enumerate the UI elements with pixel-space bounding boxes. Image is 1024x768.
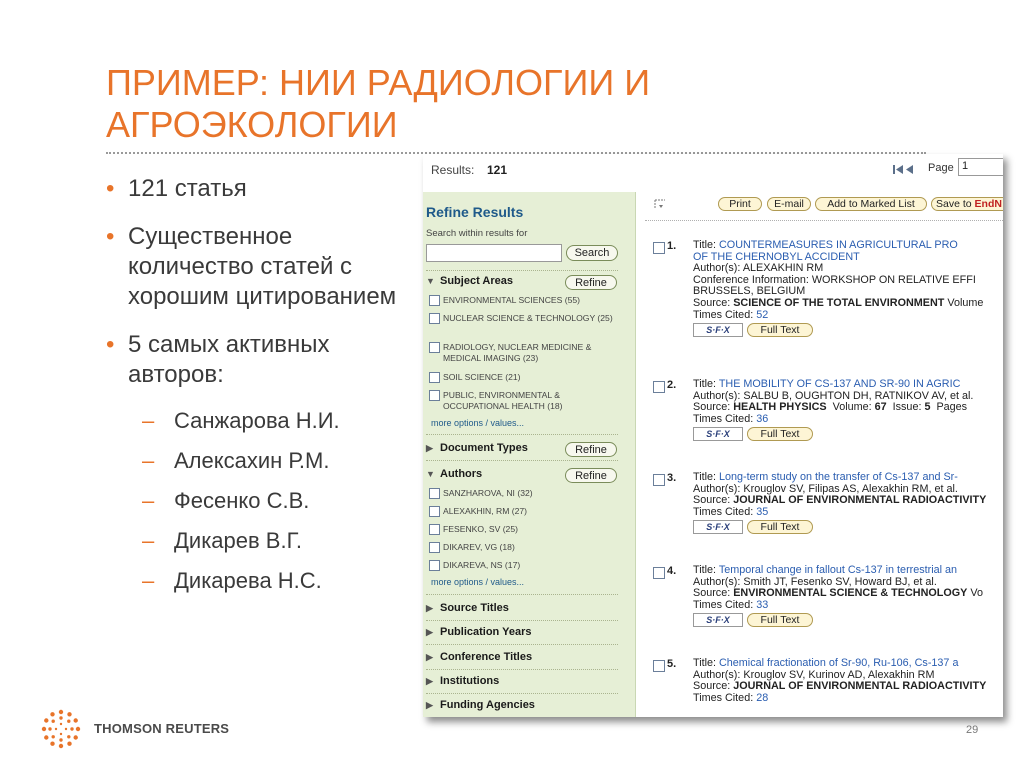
collapsed-triangle-icon: ▶	[426, 676, 433, 686]
divider	[426, 270, 618, 271]
results-bar	[423, 154, 1003, 184]
checkbox[interactable]	[429, 506, 440, 517]
bullet-item	[106, 330, 406, 390]
record-number: 1.	[667, 240, 677, 252]
subject-option[interactable]: ENVIRONMENTAL SCIENCES (55)	[429, 295, 625, 306]
bullet-text: 121 статья	[128, 175, 247, 202]
divider	[426, 693, 618, 694]
source-titles-header[interactable]: ▶ Source Titles	[426, 602, 509, 614]
record-source: JOURNAL OF ENVIRONMENTAL RADIOACTIVITY	[733, 680, 987, 693]
sfx-link-button[interactable]: S·F·X	[693, 323, 743, 337]
author-item: – Фесенко С.В.	[142, 488, 310, 513]
bullet-dot-icon: •	[106, 175, 115, 202]
record-authors: ALEXAKHIN RM	[742, 262, 824, 275]
sfx-link-button[interactable]: S·F·X	[693, 520, 743, 534]
checkbox[interactable]	[429, 488, 440, 499]
bullet-text: Существенное количество статей с хорошим цитированием	[128, 223, 397, 310]
record-number: 2.	[667, 379, 677, 391]
author-option[interactable]: ALEXAKHIN, RM (27)	[429, 506, 625, 517]
slide-title: ПРИМЕР: НИИ РАДИОЛОГИИ И АГРОЭКОЛОГИИ	[106, 62, 651, 145]
print-button[interactable]: Print	[718, 197, 762, 211]
record-conference: WORKSHOP ON RELATIVE EFFI	[811, 273, 976, 286]
record-title-link[interactable]: Temporal change in fallout Cs-137 in terrestrial an	[718, 564, 958, 576]
times-cited-link[interactable]: 35	[756, 505, 769, 518]
author-option[interactable]: DIKAREV, VG (18)	[429, 542, 625, 553]
authors-header[interactable]: ▼ Authors	[426, 468, 483, 480]
sfx-link-button[interactable]: S·F·X	[693, 427, 743, 441]
author-name: Санжарова Н.И.	[174, 408, 340, 433]
collapsed-triangle-icon: ▶	[426, 603, 433, 613]
expanded-triangle-icon: ▼	[426, 276, 435, 286]
slide-page-number: 29	[966, 724, 979, 736]
full-text-button[interactable]: Full Text	[747, 613, 813, 627]
collapsed-triangle-icon: ▶	[426, 627, 433, 637]
results-list: Print E-mail Add to Marked List Save to EndN 1. Title: COUNTERMEASURES IN AGRICULTURAL PRO OF THE CHERNOBYL ACCIDENT Author(s): ALEXAKHIN RM Conference Information: WORKSHOP ON RELATIVE EFFI BRUSSELS, BELGIUM Source: SCIENCE OF THE TOTAL ENVIRONMENT Volume Times Cited: 52 S·F·X Full Text 2. Title: THE MOBILITY OF CS-137 AND SR-90 IN AGRIC Author(s): SALBU B, OUGHTON DH, RATNIKOV AV, et al. Source: HEALTH PHYSICS Volume: 67 Issue: 5 Pages Times Cited: 36 S·F·X Full Text 3. Title: Long-term study on the transfer of Cs-137 and Sr- Author(s): Krouglov SV, Filipas AS, Alexakhin RM, et al. Source: JOURNAL OF ENVIRONMENTAL RADIOACTIVITY Times Cited: 35 S·F·X Full Text 4. Title: Temporal change in fallout Cs-137 in terrestrial an Author(s): Smith JT, Fesenko SV, Howard BJ, et al. Source: ENVIRONMENTAL SCIENCE & TECHNOLOGY Vo Times Cited: 33 S·F·X Full Text 5. Title: Chemical fractionation of Sr-90, Ru-106, Cs-137 a Author(s): Krouglov SV, Kurinov AD, Alexakhin RM Source: JOURNAL OF ENVIRONMENTAL RADIOACTIVITY Times Cited: 28	[645, 192, 1003, 717]
record-volume: 67	[874, 401, 887, 414]
checkbox[interactable]	[429, 524, 440, 535]
author-item: – Дикарев В.Г.	[142, 528, 302, 553]
record-title-link[interactable]: OF THE CHERNOBYL ACCIDENT	[693, 250, 860, 263]
author-name: Дикарев В.Г.	[174, 528, 302, 553]
search-results-screenshot	[423, 154, 1003, 717]
collapsed-triangle-icon: ▶	[426, 652, 433, 662]
institutions-header[interactable]: ▶ Institutions	[426, 675, 500, 687]
record-title-link[interactable]: Chemical fractionation of Sr-90, Ru-106, Cs-137 a	[719, 657, 959, 669]
record-number: 5.	[667, 658, 677, 670]
times-cited-link[interactable]: 36	[756, 412, 769, 425]
divider	[426, 644, 618, 645]
author-name: Дикарева Н.С.	[174, 568, 322, 593]
record-issue: 5	[924, 401, 931, 414]
record-authors: Krouglov SV, Filipas AS, Alexakhin RM, et al.	[743, 482, 958, 495]
record-title-link[interactable]: Long-term study on the transfer of Cs-137 and Sr-	[719, 471, 958, 483]
times-cited-link[interactable]: 52	[756, 308, 769, 321]
subject-option[interactable]: SOIL SCIENCE (21)	[429, 372, 625, 383]
record-checkbox[interactable]	[653, 381, 665, 393]
record-number: 3.	[667, 472, 677, 484]
record-authors: SALBU B, OUGHTON DH, RATNIKOV AV, et al.	[743, 389, 974, 402]
times-cited-link[interactable]: 33	[756, 598, 769, 611]
checkbox[interactable]	[429, 313, 440, 324]
add-to-marked-list-button[interactable]: Add to Marked List	[815, 197, 927, 211]
times-cited-link[interactable]: 28	[756, 691, 769, 704]
expanded-triangle-icon: ▼	[426, 469, 435, 479]
bullet-item	[106, 222, 406, 312]
collapsed-triangle-icon: ▶	[426, 700, 433, 710]
document-types-refine-button[interactable]: Refine	[565, 442, 617, 457]
author-name: Фесенко С.В.	[174, 488, 310, 513]
checkbox[interactable]	[429, 542, 440, 553]
search-within-input[interactable]	[426, 244, 562, 262]
checkbox[interactable]	[429, 295, 440, 306]
record-checkbox[interactable]	[653, 474, 665, 486]
first-prev-page-icon[interactable]	[891, 162, 933, 176]
record-source: JOURNAL OF ENVIRONMENTAL RADIOACTIVITY	[733, 494, 987, 507]
author-item: – Дикарева Н.С.	[142, 568, 322, 593]
record-authors: Krouglov SV, Kurinov AD, Alexakhin RM	[743, 668, 935, 681]
bullet-list	[106, 174, 406, 608]
search-within-button[interactable]: Search	[566, 245, 618, 261]
sfx-link-button[interactable]: S·F·X	[693, 613, 743, 627]
subject-option[interactable]: NUCLEAR SCIENCE & TECHNOLOGY (25)	[429, 313, 625, 324]
record-title-link[interactable]: THE MOBILITY OF CS-137 AND SR-90 IN AGRIC	[718, 378, 961, 390]
record-source: HEALTH PHYSICS	[733, 401, 827, 414]
bullet-dot-icon: •	[106, 331, 115, 358]
results-label: Results:	[431, 163, 475, 177]
authors-refine-button[interactable]: Refine	[565, 468, 617, 483]
divider	[426, 460, 618, 461]
publication-years-header[interactable]: ▶ Publication Years	[426, 626, 532, 638]
divider	[426, 594, 618, 595]
funding-agencies-header[interactable]: ▶ Funding Agencies	[426, 699, 535, 711]
checkbox[interactable]	[429, 342, 440, 353]
divider	[426, 620, 618, 621]
search-within-label: Search within results for	[426, 228, 528, 239]
author-option[interactable]: DIKAREVA, NS (17)	[429, 560, 625, 571]
refine-panel	[423, 192, 636, 717]
page-number-input[interactable]: 1	[958, 158, 1003, 176]
results-count: 121	[487, 163, 508, 177]
bullet-text: 5 самых активных авторов:	[128, 331, 330, 388]
record-number: 4.	[667, 565, 677, 577]
author-option[interactable]: SANZHAROVA, NI (32)	[429, 488, 625, 499]
document-types-header[interactable]: ▶ Document Types	[426, 442, 528, 454]
bullet-dot-icon: •	[106, 223, 115, 250]
refine-heading: Refine Results	[426, 204, 524, 220]
checkbox[interactable]	[429, 372, 440, 383]
checkbox[interactable]	[429, 560, 440, 571]
endnote-brand: EndN	[974, 198, 1002, 210]
full-text-button[interactable]: Full Text	[747, 427, 813, 441]
record-source: SCIENCE OF THE TOTAL ENVIRONMENT	[733, 296, 945, 309]
record-source: ENVIRONMENTAL SCIENCE & TECHNOLOGY	[733, 587, 968, 600]
subject-option[interactable]: RADIOLOGY, NUCLEAR MEDICINE & MEDICAL IMAGING (23)	[429, 342, 625, 364]
record-checkbox[interactable]	[653, 660, 665, 672]
divider	[426, 434, 618, 435]
record-conference-location: BRUSSELS, BELGIUM	[693, 285, 806, 298]
subject-areas-refine-button[interactable]: Refine	[565, 275, 617, 290]
record-title-link[interactable]: COUNTERMEASURES IN AGRICULTURAL PRO	[719, 239, 958, 251]
thomson-reuters-logo-icon	[40, 708, 82, 750]
select-arrow-icon[interactable]	[653, 198, 677, 210]
full-text-button[interactable]: Full Text	[747, 520, 813, 534]
checkbox[interactable]	[429, 390, 440, 401]
authors-more-link[interactable]: more options / values...	[431, 577, 525, 587]
record-checkbox[interactable]	[653, 567, 665, 579]
author-option[interactable]: FESENKO, SV (25)	[429, 524, 625, 535]
author-item: – Санжарова Н.И.	[142, 408, 340, 433]
bullet-item	[106, 174, 406, 204]
subject-option[interactable]: PUBLIC, ENVIRONMENTAL & OCCUPATIONAL HEALTH (18)	[429, 390, 625, 412]
author-name: Алексахин Р.М.	[174, 448, 330, 473]
collapsed-triangle-icon: ▶	[426, 443, 433, 453]
record-checkbox[interactable]	[653, 242, 665, 254]
full-text-button[interactable]: Full Text	[747, 323, 813, 337]
subject-areas-header[interactable]: ▼ Subject Areas	[426, 275, 513, 287]
conference-titles-header[interactable]: ▶ Conference Titles	[426, 651, 533, 663]
logo-wordmark: THOMSON REUTERS	[94, 721, 230, 736]
author-item: – Алексахин Р.М.	[142, 448, 330, 473]
divider	[426, 669, 618, 670]
email-button[interactable]: E-mail	[767, 197, 811, 211]
page-label: Page	[928, 162, 954, 174]
subject-more-link[interactable]: more options / values...	[431, 418, 525, 428]
record-authors: Smith JT, Fesenko SV, Howard BJ, et al.	[743, 575, 937, 588]
toolbar-divider	[645, 220, 1003, 221]
save-to-button[interactable]: Save to EndN	[931, 197, 1003, 211]
